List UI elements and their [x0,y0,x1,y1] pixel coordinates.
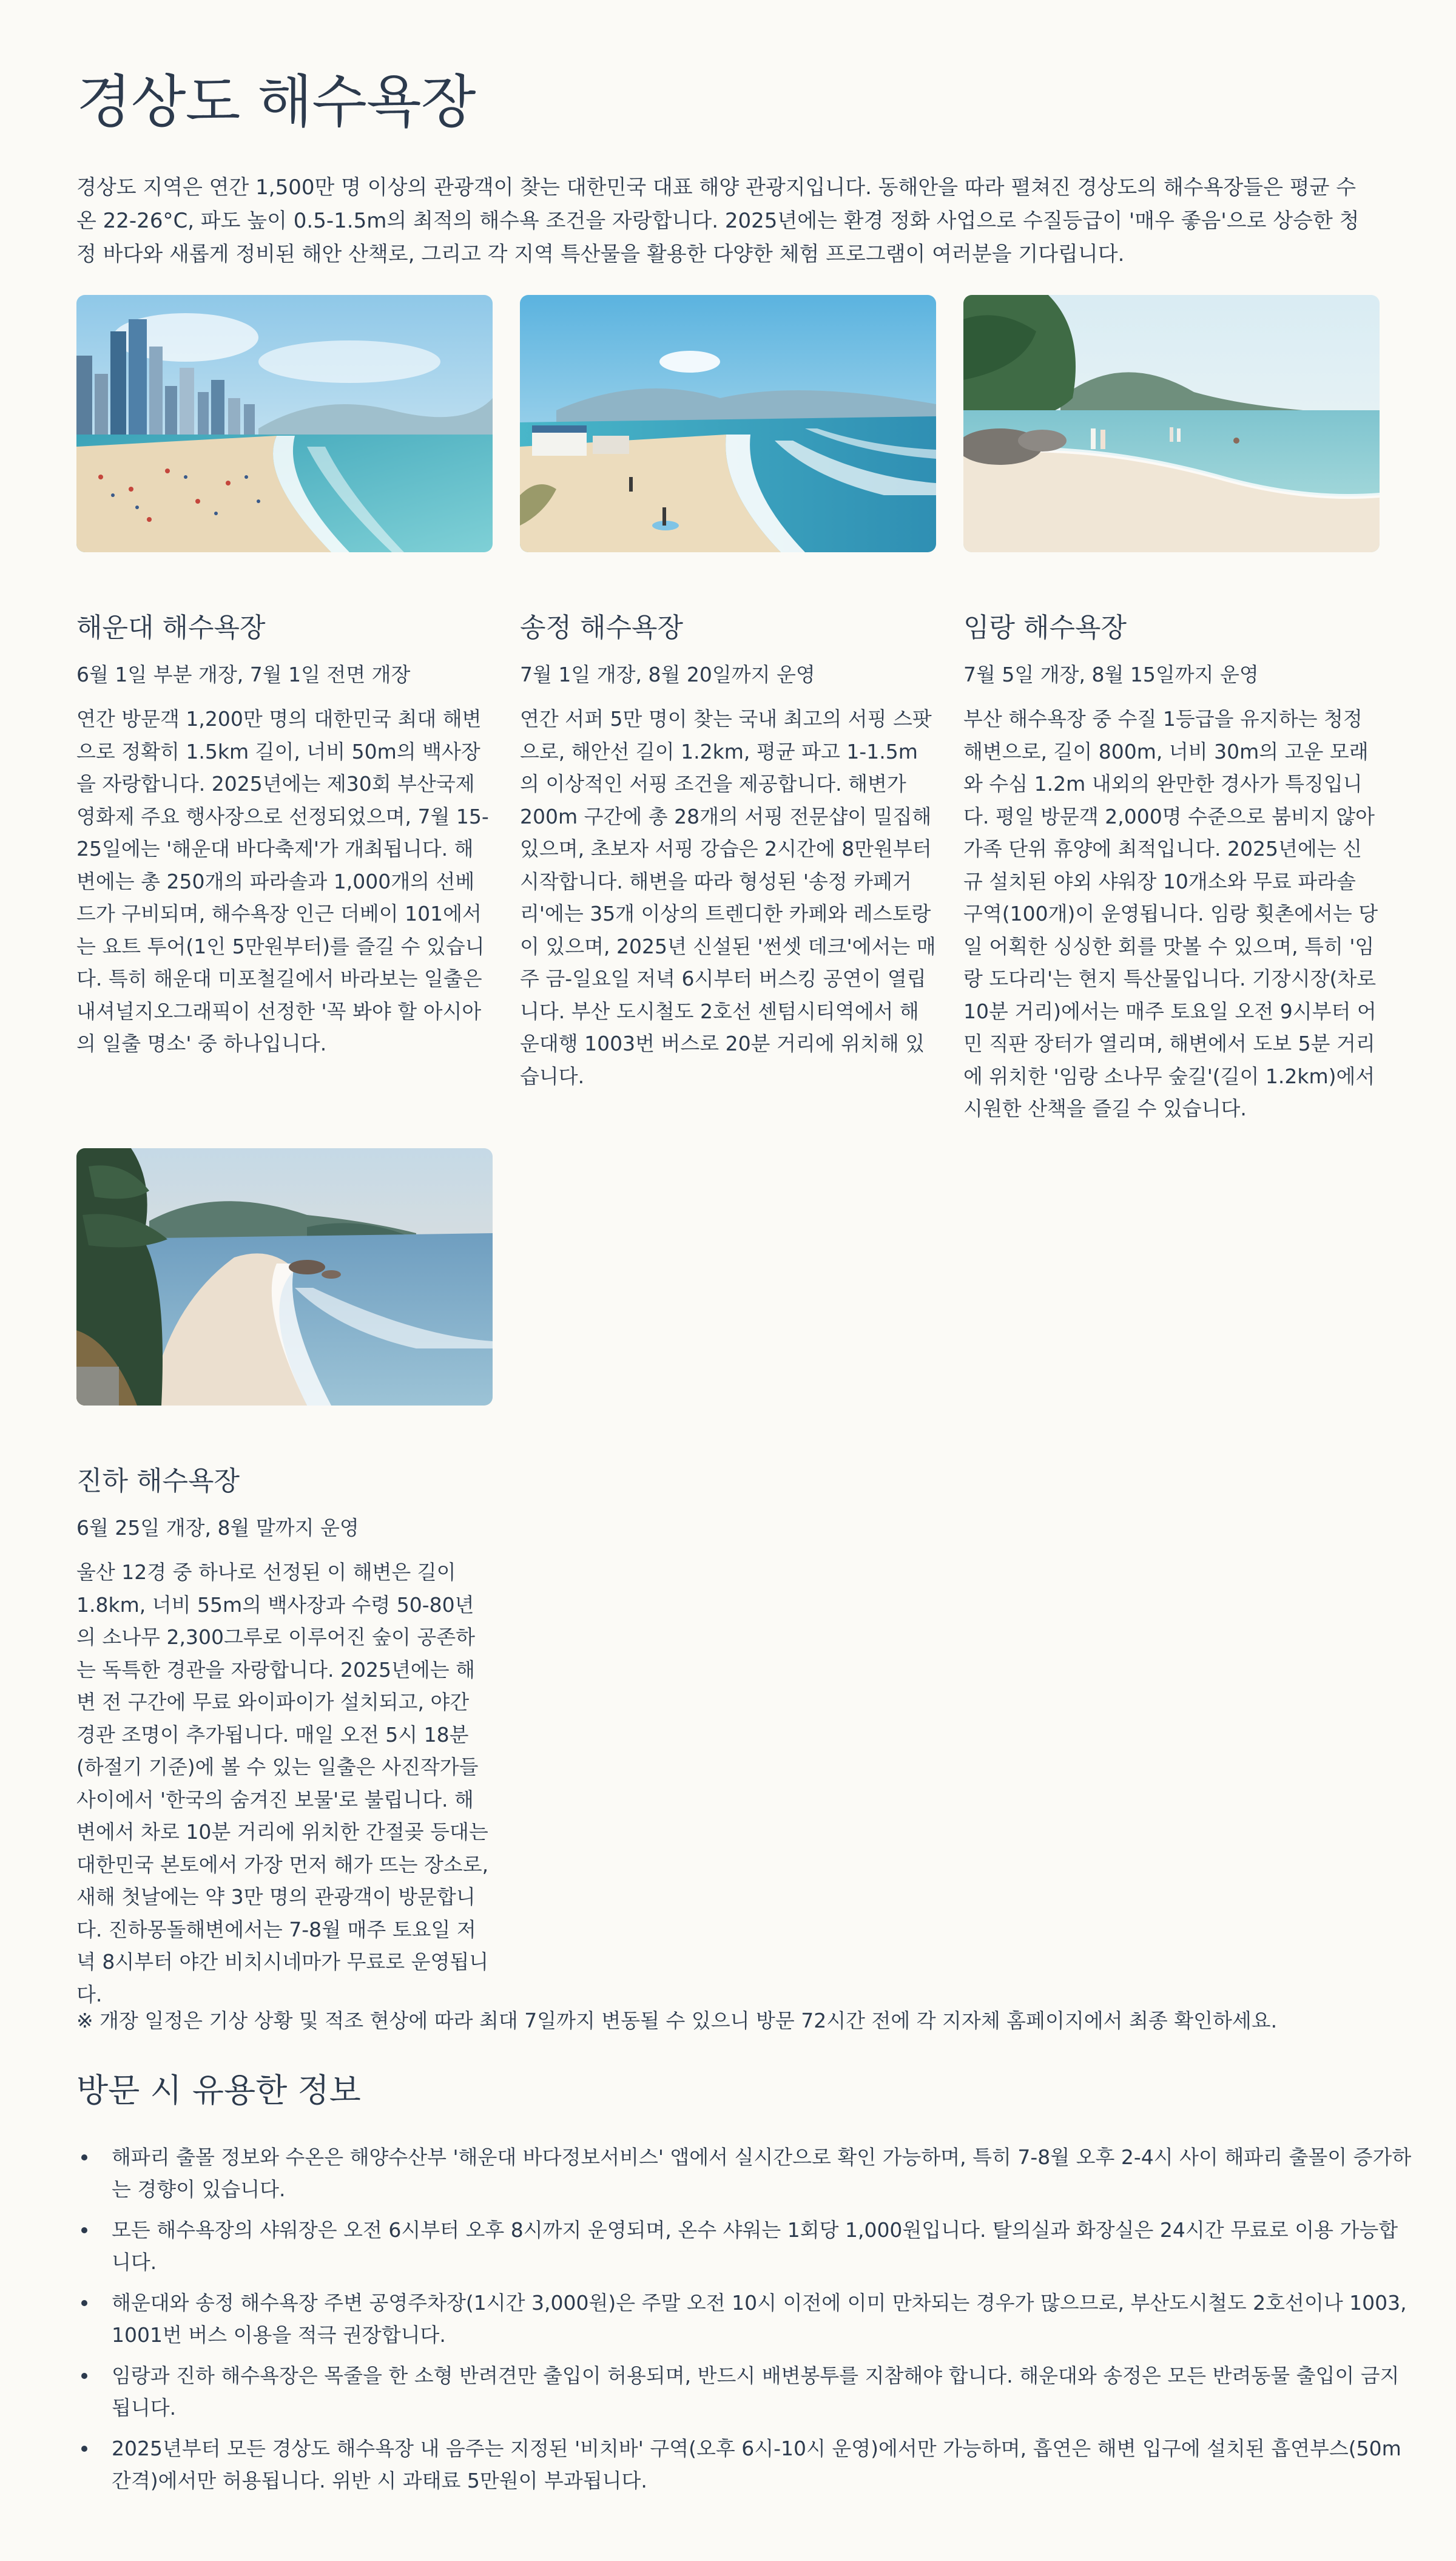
beach-name: 송정 해수욕장 [520,612,684,643]
beach-dates: 6월 1일 부분 개장, 7월 1일 전면 개장 [76,663,411,686]
pine-beach-photo [76,1148,493,1406]
beach-card-imrang [963,295,1380,1120]
beach-card-songjeong [520,295,936,1088]
beach-card-jinha [76,1148,493,2006]
beach-description: 연간 방문객 1,200만 명의 대한민국 최대 해변으로 정확히 1.5km 길이, 너비 50m의 백사장을 자랑합니다. 2025년에는 제30회 부산국제영화제 주요 행사장으로 선정되었으며, 7월 15-25일에는 '해운대 바다축제'가 개최됩니다. 해변에는 총 250개의 파라솔과 1,000개의 선베드가 구비되며, 해수욕장 인근 더베이 101에서는 요트 투어(1인 5만원부터)를 즐길 수 있습니다. 특히 해운대 미포철길에서 바라보는 일출은 내셔널지오그래픽이 선정한 '꼭 봐야 할 아시아의 일출 명소' 중 하나입니다. [76,707,489,1055]
beach-description: 부산 해수욕장 중 수질 1등급을 유지하는 청정 해변으로, 길이 800m, 너비 30m의 고운 모래와 수심 1.2m 내외의 완만한 경사가 특징입니다. 평일 방문객 2,000명 수준으로 붐비지 않아 가족 단위 휴양에 최적입니다. 2025년에는 신규 설치된 야외 샤워장 10개소와 무료 파라솔 구역(100개)이 운영됩니다. 임랑 횟촌에서는 당일 어획한 싱싱한 회를 맛볼 수 있으며, 특히 '임랑 도다리'는 현지 특산물입니다. 기장시장(차로 10분 거리)에서는 매주 토요일 오전 9시부터 어민 직판 장터가 열리며, 해변에서 도보 5분 거리에 위치한 '임랑 소나무 숲길'(길이 1.2km)에서 시원한 산책을 즐길 수 있습니다. [963,707,1378,1120]
list-item: 임랑과 진하 해수욕장은 목줄을 한 소형 반려견만 출입이 허용되며, 반드시 배변봉투를 지참해야 합니다. 해운대와 송정은 모든 반려동물 출입이 금지됩니다. [112,2360,1416,2424]
page-title: 경상도 해수욕장 [76,69,476,135]
beach-card-haeundae [76,295,493,1055]
beach-name: 진하 해수욕장 [76,1466,240,1497]
family-beach-photo [963,295,1380,552]
list-item: 해파리 출몰 정보와 수온은 해양수산부 '해운대 바다정보서비스' 앱에서 실시간으로 확인 가능하며, 특히 7-8월 오후 2-4시 사이 해파리 출몰이 증가하는 경향이 있습니다. [112,2141,1416,2205]
tips-heading: 방문 시 유용한 정보 [76,2071,361,2109]
beach-dates: 6월 25일 개장, 8월 말까지 운영 [76,1516,359,1540]
beach-description: 울산 12경 중 하나로 선정된 이 해변은 길이 1.8km, 너비 55m의 백사장과 수령 50-80년의 소나무 2,300그루로 이루어진 숲이 공존하는 독특한 경관을 자랑합니다. 2025년에는 해변 전 구간에 무료 와이파이가 설치되고, 야간 경관 조명이 추가됩니다. 매일 오전 5시 18분(하절기 기준)에 볼 수 있는 일출은 사진작가들 사이에서 '한국의 숨겨진 보물'로 불립니다. 해변에서 차로 10분 거리에 위치한 간절곶 등대는 대한민국 본토에서 가장 먼저 해가 뜨는 장소로, 새해 첫날에는 약 3만 명의 관광객이 방문합니다. 진하몽돌해변에서는 7-8월 매주 토요일 저녁 8시부터 야간 비치시네마가 무료로 운영됩니다. [76,1560,489,2006]
list-item: 2025년부터 모든 경상도 해수욕장 내 음주는 지정된 '비치바' 구역(오후 6시-10시 운영)에서만 가능하며, 흡연은 해변 입구에 설치된 흡연부스(50m 간격)에서만 허용됩니다. 위반 시 과태료 5만원이 부과됩니다. [112,2432,1416,2497]
beach-name: 해운대 해수욕장 [76,612,266,643]
tips-list [76,2141,1416,2505]
list-item: 해운대와 송정 해수욕장 주변 공영주차장(1시간 3,000원)은 주말 오전 10시 이전에 이미 만차되는 경우가 많으므로, 부산도시철도 2호선이나 1003, 1001번 버스 이용을 적극 권장합니다. [112,2287,1416,2351]
beach-dates: 7월 5일 개장, 8월 15일까지 운영 [963,663,1259,686]
beach-name: 임랑 해수욕장 [963,612,1127,643]
beach-description: 연간 서퍼 5만 명이 찾는 국내 최고의 서핑 스팟으로, 해안선 길이 1.2km, 평균 파고 1-1.5m의 이상적인 서핑 조건을 제공합니다. 해변가 200m 구간에 총 28개의 서핑 전문샵이 밀집해 있으며, 초보자 서핑 강습은 2시간에 8만원부터 시작합니다. 해변을 따라 형성된 '송정 카페거리'에는 35개 이상의 트렌디한 카페와 레스토랑이 있으며, 2025년 신설된 '썬셋 데크'에서는 매주 금-일요일 저녁 6시부터 버스킹 공연이 열립니다. 부산 도시철도 2호선 센텀시티역에서 해운대행 1003번 버스로 20분 거리에 위치해 있습니다. [520,707,936,1088]
beach-dates: 7월 1일 개장, 8월 20일까지 운영 [520,663,815,686]
intro-paragraph: 경상도 지역은 연간 1,500만 명 이상의 관광객이 찾는 대한민국 대표 해양 관광지입니다. 동해안을 따라 펼쳐진 경상도의 해수욕장들은 평균 수온 22-26°C, 파도 높이 0.5-1.5m의 최적의 해수욕 조건을 자랑합니다. 2025년에는 환경 정화 사업으로 수질등급이 '매우 좋음'으로 상승한 청정 바다와 새롭게 정비된 해안 산책로, 그리고 각 지역 특산물을 활용한 다양한 체험 프로그램이 여러분을 기다립니다. [76,175,1360,266]
list-item: 모든 해수욕장의 샤워장은 오전 6시부터 오후 8시까지 운영되며, 온수 샤워는 1회당 1,000원입니다. 탈의실과 화장실은 24시간 무료로 이용 가능합니다. [112,2214,1416,2278]
surf-beach-photo [520,295,936,552]
schedule-note: ※ 개장 일정은 기상 상황 및 적조 현상에 따라 최대 7일까지 변동될 수 있으니 방문 72시간 전에 각 지자체 홈페이지에서 최종 확인하세요. [76,2009,1278,2032]
city-beach-photo [76,295,493,552]
